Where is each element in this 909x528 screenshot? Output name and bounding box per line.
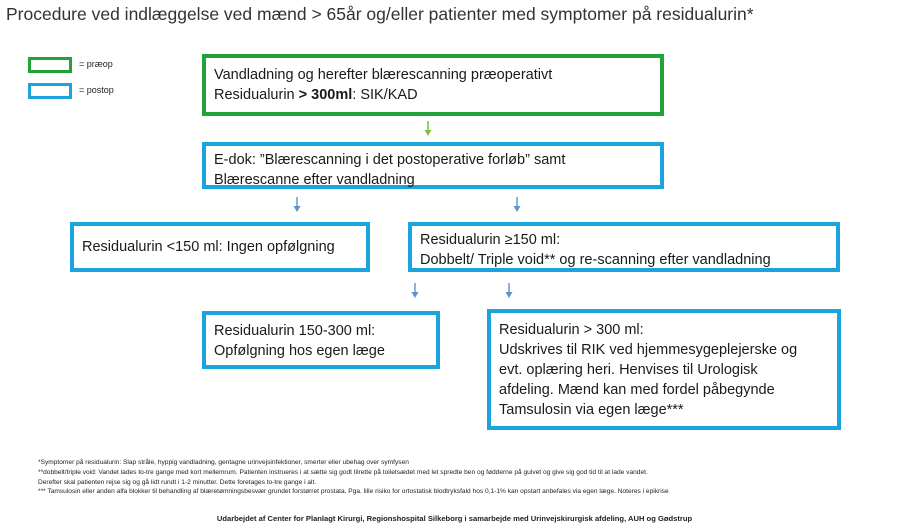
- footnotes: [38, 458, 669, 497]
- legend-postop-label: = postop: [79, 85, 114, 95]
- credit-line: Udarbejdet af Center for Planlagt Kirurgi, Regionshospital Silkeborg i samarbejde med Urinvejskirurgisk afdeling, AUH og Gødstrup: [216, 514, 693, 523]
- footnote-tamsulosin: *** Tamsulosin eller anden alfa blokker til behandling af blæretømningsbesvær grundet forstørret prostata. Pga. lille risiko for ortostatisk blodtryksfald hos 0,1-1% kan opstart anbefales via egen læge. Noteres i epikrise: [38, 488, 669, 496]
- arrow-down-icon: [423, 121, 433, 137]
- page-title: Procedure ved indlæggelse ved mænd > 65år og/eller patienter med symptomer på residualurin*: [6, 4, 754, 24]
- footnote-double-void: **dobbelt/triple void: Vandet lades to-tre gange med kort mellemrum. Patienten instrueres i at sætte sig godt tilrette på toiletsædet med let spredte ben og fødderne på gulvet og give sig god tid til at lade vandet.: [38, 468, 648, 476]
- residual-under-150-line1: Residualurin <150 ml: Ingen opfølgning: [82, 239, 335, 255]
- residual-150-300-box: [202, 311, 440, 369]
- footnote-double-void-cont: Derefter skal patienten rejse sig og gå lidt rundt i 1-2 minutter. Dette foretages to-tre gange i alt.: [38, 478, 317, 486]
- arrow-down-icon: [410, 283, 420, 299]
- residual-over-300-line1: Residualurin > 300 ml:: [499, 322, 644, 338]
- edok-line1: E-dok: ”Blærescanning i det postoperative forløb” samt: [214, 152, 566, 168]
- preop-scan-box: [202, 54, 664, 116]
- edok-line2: Blærescanne efter vandladning: [214, 172, 415, 188]
- residual-over-300-line4: afdeling. Mænd kan med fordel påbegynde: [499, 382, 775, 398]
- residual-under-150-box: [70, 222, 370, 272]
- residual-150-300-line1: Residualurin 150-300 ml:: [214, 323, 376, 339]
- edok-box: [202, 142, 664, 189]
- residual-over-300-line5: Tamsulosin via egen læge***: [499, 402, 684, 418]
- residual-150-300-line2: Opfølgning hos egen læge: [214, 343, 385, 359]
- legend-preop-swatch: [28, 57, 72, 73]
- preop-scan-line1: Vandladning og herefter blærescanning præoperativt: [214, 67, 553, 83]
- preop-scan-line2: Residualurin > 300ml: SIK/KAD: [214, 87, 418, 103]
- residual-over-150-box: [408, 222, 840, 272]
- residual-over-300-box: [487, 309, 841, 430]
- residual-over-150-line2: Dobbelt/ Triple void** og re-scanning efter vandladning: [420, 252, 771, 268]
- residual-over-300-line3: evt. oplæring heri. Henvises til Urologisk: [499, 362, 758, 378]
- footnote-symptoms: *Symptomer på residualurin: Slap stråle, hyppig vandladning, gentagne urinvejsinfektioner, smerter eller ubehag over symfysen: [38, 459, 409, 466]
- residual-over-300-line2: Udskrives til RIK ved hjemmesygeplejerske og: [499, 342, 798, 358]
- residual-over-150-line1: Residualurin ≥150 ml:: [420, 232, 561, 248]
- legend-postop-swatch: [28, 83, 72, 99]
- arrow-down-icon: [504, 283, 514, 299]
- arrow-down-icon: [512, 197, 522, 213]
- legend-preop-label: = præop: [79, 59, 113, 69]
- arrow-down-icon: [292, 197, 302, 213]
